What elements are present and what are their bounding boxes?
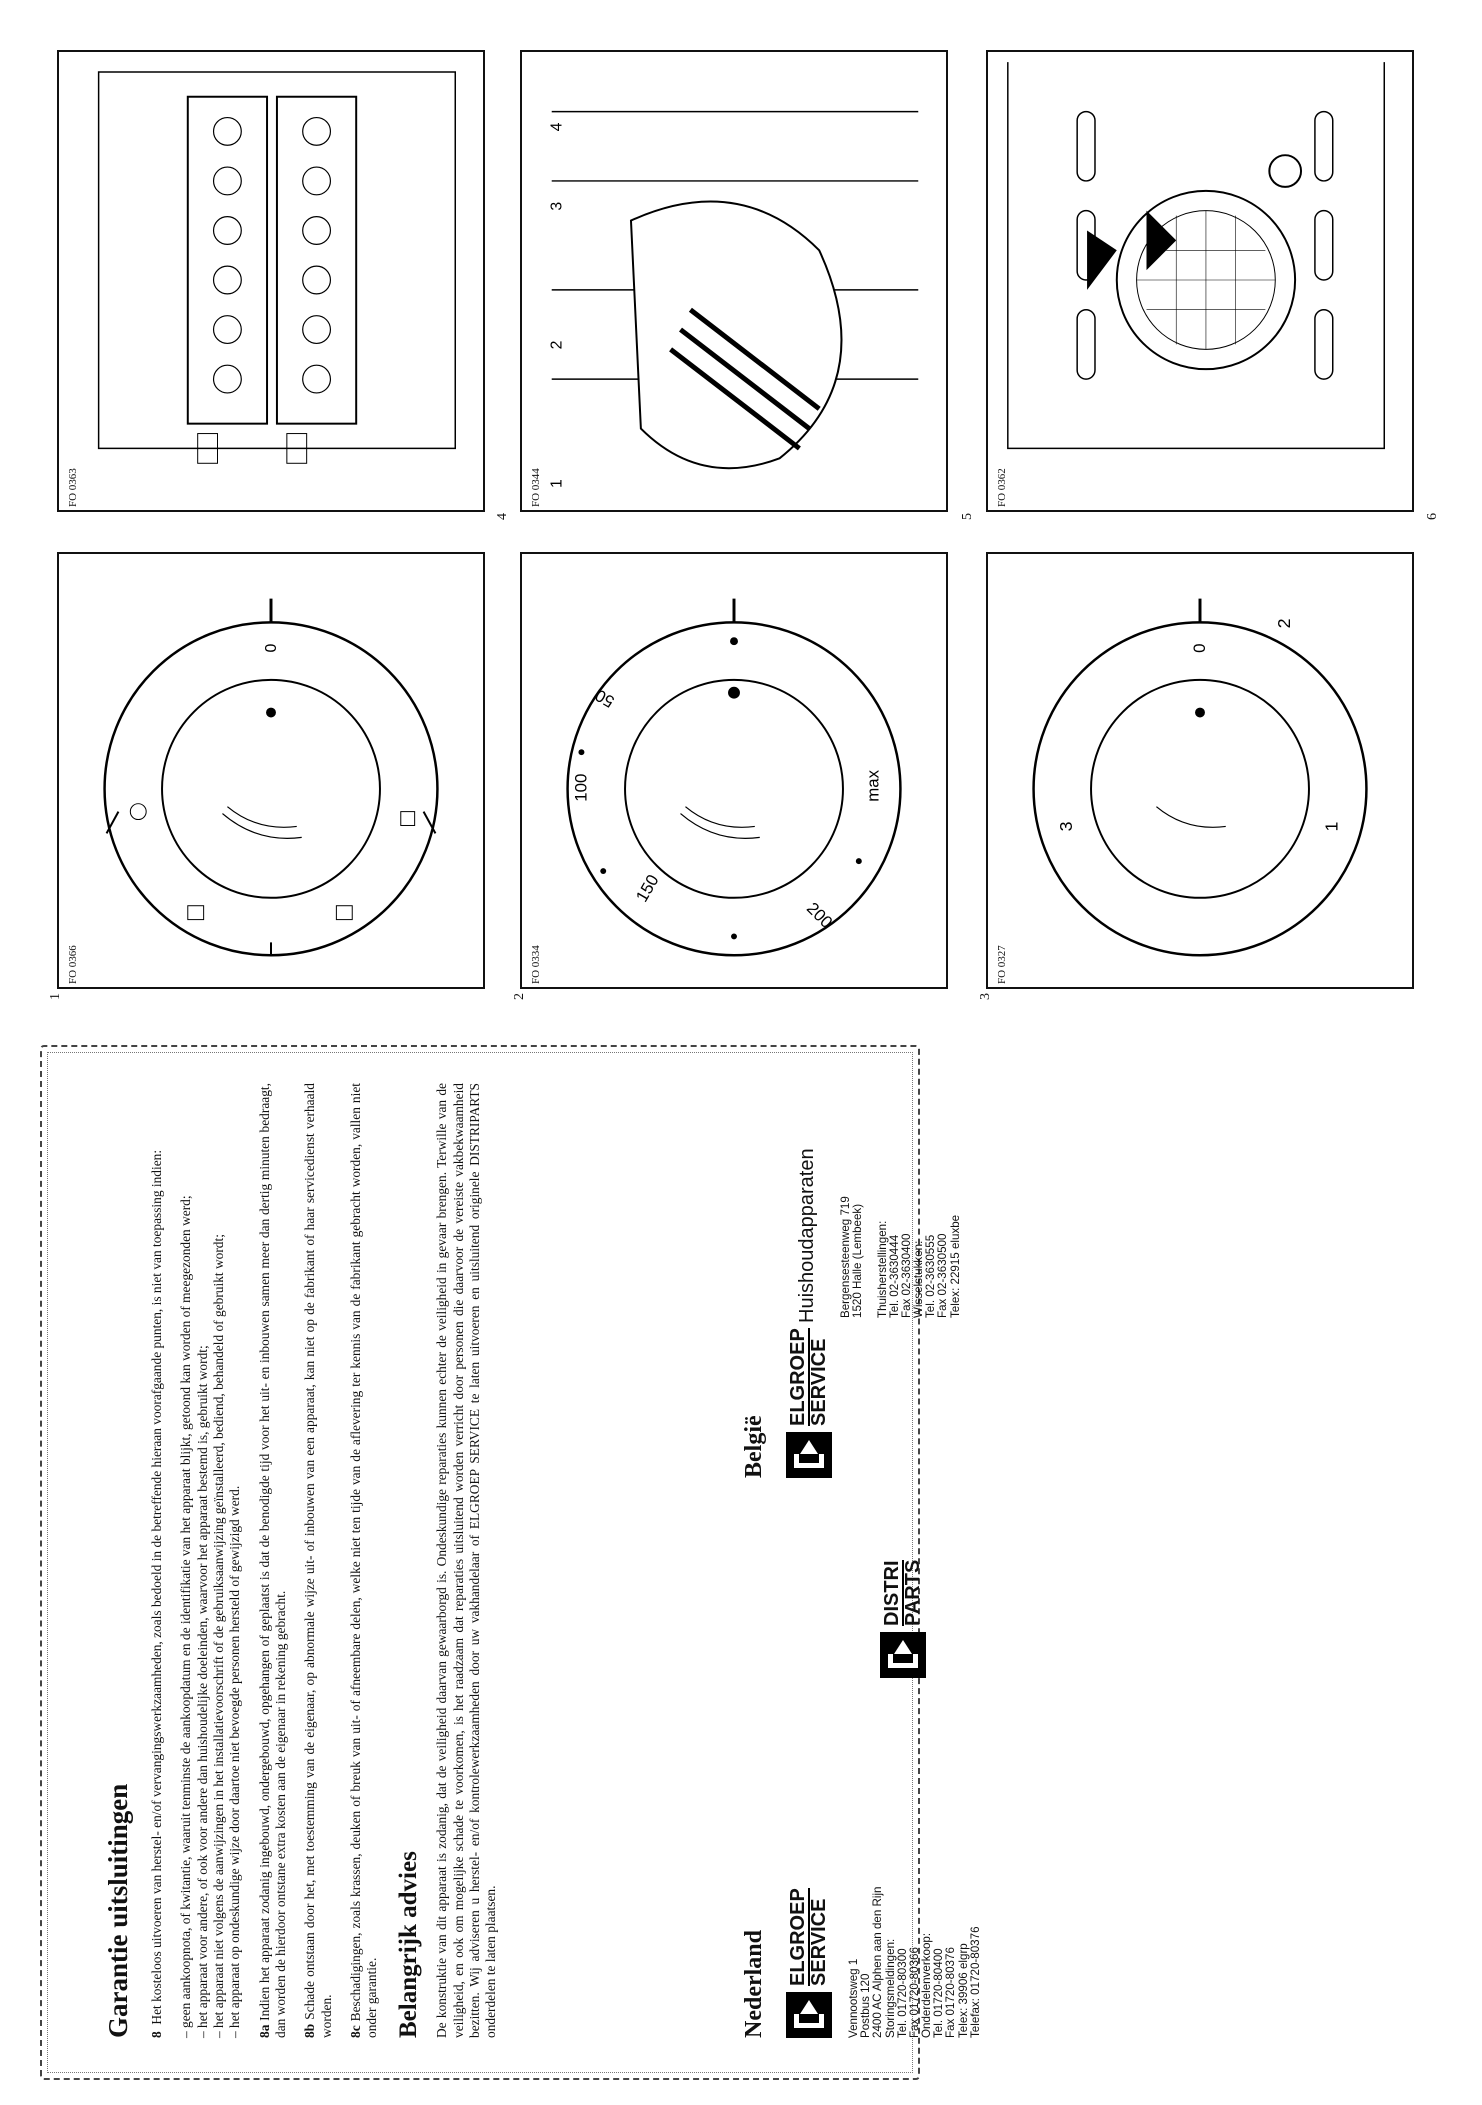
list-item: – het apparaat niet volgens de aanwijzingen in het installatievoorschrift of de gebruiksaanwijzing geïnstalleerd, bediend, behandeld of gebruikt wordt;	[211, 1083, 227, 2038]
elgroep-logo-be	[786, 1328, 832, 1478]
figure-2-code: FO 0334	[530, 945, 542, 984]
fan-icon	[336, 906, 352, 920]
lamp-cover-icon	[1269, 155, 1301, 187]
shelf-runners-svg	[522, 52, 946, 510]
nederland-address: Vennootsweg 1 Postbus 120 2400 AC Alphen aan den Rijn Storingsmeldingen: Tel. 01720-80300 Fax 01720-80366 Onderdelenverkoop: Tel. 01720-80400 Fax 01720-80376 Telex: 39906 elgrp Telefax: 01720-80376	[847, 1886, 982, 2038]
scale-max: max	[863, 769, 883, 802]
grill-icon	[401, 812, 415, 826]
belgie-contacts: Thuisherstellingen: Tel. 02-3630444 Fax 02-3630400 Wisselstukken: Tel. 02-3630555 Fax 02-3630500 Telex: 22915 eluxbe	[875, 1214, 962, 1318]
timer-2: 2	[1274, 618, 1295, 629]
figure-4-baking-trays	[57, 50, 485, 512]
dial-indicator-dot	[266, 708, 276, 718]
p8b-number: 8b	[302, 2023, 318, 2038]
paragraph-8	[149, 1083, 165, 2038]
belgie-address-lines: Bergensesteenweg 719 1520 Halle (Lembeek)	[839, 1196, 865, 1318]
elgroep-be-mark-icon	[786, 1432, 832, 1478]
figure-6-code: FO 0362	[996, 468, 1008, 507]
p8-list	[178, 1083, 243, 2038]
parts-text: PARTS	[902, 1559, 924, 1626]
scale-150: 150	[632, 871, 663, 906]
scale-50: 50	[591, 685, 618, 712]
p8c-number: 8c	[348, 2025, 364, 2038]
distriparts-mark-icon	[880, 1632, 926, 1678]
elgroep-mark-icon	[786, 1992, 832, 2038]
light-icon	[130, 804, 146, 820]
figure-1-code: FO 0366	[67, 945, 79, 984]
advies-title: Belangrijk advies	[394, 1851, 422, 2038]
garantie-title: Garantie uitsluitingen	[103, 1783, 133, 2038]
figure-6-fan-filter	[986, 50, 1414, 512]
belgie-title: België	[741, 1415, 767, 1478]
fan-filter-svg	[988, 52, 1412, 510]
timer-1: 1	[1321, 821, 1342, 832]
scale-200: 200	[802, 898, 837, 932]
text-page	[40, 1045, 982, 2080]
p8-number: 8	[148, 2031, 164, 2038]
belgie-address	[840, 1078, 962, 1318]
function-dial-svg	[59, 554, 483, 987]
figure-1-function-dial	[57, 552, 485, 989]
list-item: – het apparaat voor andere, of ook voor andere dan huishoudelijke doeleinden, waarvoor het apparaat bestemd is, gebruikt wordt;	[195, 1083, 211, 2038]
timer-0: 0	[1189, 643, 1209, 653]
p8c-text: Beschadigingen, zoals krassen, deuken of breuk van uit- of afneembare delen, welke niet ten tijde van de aflevering ter kennis van de fabrikant gebracht worden, vallen niet onder garantie.	[348, 1083, 380, 2038]
baking-trays-svg	[59, 52, 483, 510]
logo-be-text-2: SERVICE	[808, 1338, 830, 1426]
garantie-section	[102, 1083, 513, 2038]
elgroep-logo-nl	[786, 1888, 832, 2038]
figure-3-timer-dial	[986, 552, 1414, 989]
distriparts-logo	[880, 1560, 926, 1678]
logo-text-2: SERVICE	[808, 1898, 830, 1986]
dial-indicator-dot	[1195, 708, 1205, 718]
level-2: 2	[548, 340, 566, 350]
timer-3: 3	[1056, 821, 1077, 832]
p8b-text: Schade ontstaan door het, met toestemming van de eigenaar, op abnormale wijze uit- of inbouwen van een apparaat, kan niet op de fabrikant of haar servicedienst verhaald worden.	[302, 1083, 334, 2038]
figure-6-number: 6	[1425, 513, 1440, 520]
timer-dial-svg	[988, 554, 1412, 987]
dial-indicator-dot	[728, 687, 740, 699]
level-3: 3	[548, 201, 566, 211]
paragraph-8b	[302, 1083, 335, 2038]
scale-100: 100	[571, 773, 591, 802]
list-item: – geen aankoopnota, of kwitantie, waaruit tenminste de aankoopdatum en de identifikatie van het apparaat blijkt, getoond kan worden of meegezonden werd;	[178, 1083, 194, 2038]
p8a-text: Indien het apparaat zodanig ingebouwd, ondergebouwd, opgehangen of geplaatst is dat de benodigde tijd voor het uit- en inbouwen samen meer dan dertig minuten bedraagt, dan worden de hierdoor ontstane extra kosten aan de eigenaar in rekening gebracht.	[256, 1083, 288, 2038]
figure-1-number: 1	[48, 993, 63, 1000]
figure-3-number: 3	[978, 993, 993, 1000]
figure-2-number: 2	[512, 993, 527, 1000]
arrow-icon	[1087, 230, 1117, 289]
p8-intro: Het kosteloos uitvoeren van herstel- en/of vervangingswerkzaamheden, zoals bedoeld in de betreffende hieraan voorafgaande punten, is niet van toepassing indien:	[148, 1149, 164, 2025]
paragraph-8c	[348, 1083, 381, 2038]
contact-section	[740, 1078, 982, 2038]
dial-zero-label: 0	[262, 643, 280, 653]
figure-5-number: 5	[960, 513, 975, 520]
top-heat-icon	[188, 906, 204, 920]
p8a-number: 8a	[256, 2024, 272, 2038]
distri-text: DISTRI	[881, 1560, 903, 1626]
temperature-dial-svg	[522, 554, 946, 987]
figure-5-shelf-runners	[520, 50, 948, 512]
logo-text-1: ELGROEP	[787, 1888, 809, 1986]
level-4: 4	[548, 122, 566, 132]
advies-text: De konstruktie van dit apparaat is zodanig, dat de veiligheid daarvan gewaarborgd is. Ondeskundige reparaties kunnen echter de veiligheid in gevaar brengen. Terwille van de veiligheid, en ook om mogelijke schade te voorkomen, is het raadzaam dat reparaties uitsluitend worden verricht door personen die daarvoor de vereiste vakbekwaamheid bezitten. Wij adviseren u herstel- en/of kontrolewerkzaamheden door uw vakhandelaar of ELGROEP SERVICE te laten uitvoeren en uitsluitend originele DISTRIPARTS onderdelen te laten plaatsen.	[434, 1083, 499, 2038]
figure-4-code: FO 0363	[67, 468, 79, 507]
level-1: 1	[548, 479, 566, 489]
logo-be-text-1: ELGROEP	[787, 1328, 809, 1426]
paragraph-8a	[257, 1083, 290, 2038]
figure-5-code: FO 0344	[530, 468, 542, 507]
list-item: – het apparaat op ondeskundige wijze door daartoe niet bevoegde personen hersteld of gewijzigd werd.	[227, 1083, 243, 2038]
magnified-detail	[631, 202, 842, 469]
figure-4-number: 4	[495, 513, 510, 520]
belgie-subtitle: Huishoudapparaten	[796, 1148, 818, 1323]
figure-2-temperature-dial	[520, 552, 948, 989]
figure-3-code: FO 0327	[996, 945, 1008, 984]
nederland-title: Nederland	[741, 1930, 767, 2038]
